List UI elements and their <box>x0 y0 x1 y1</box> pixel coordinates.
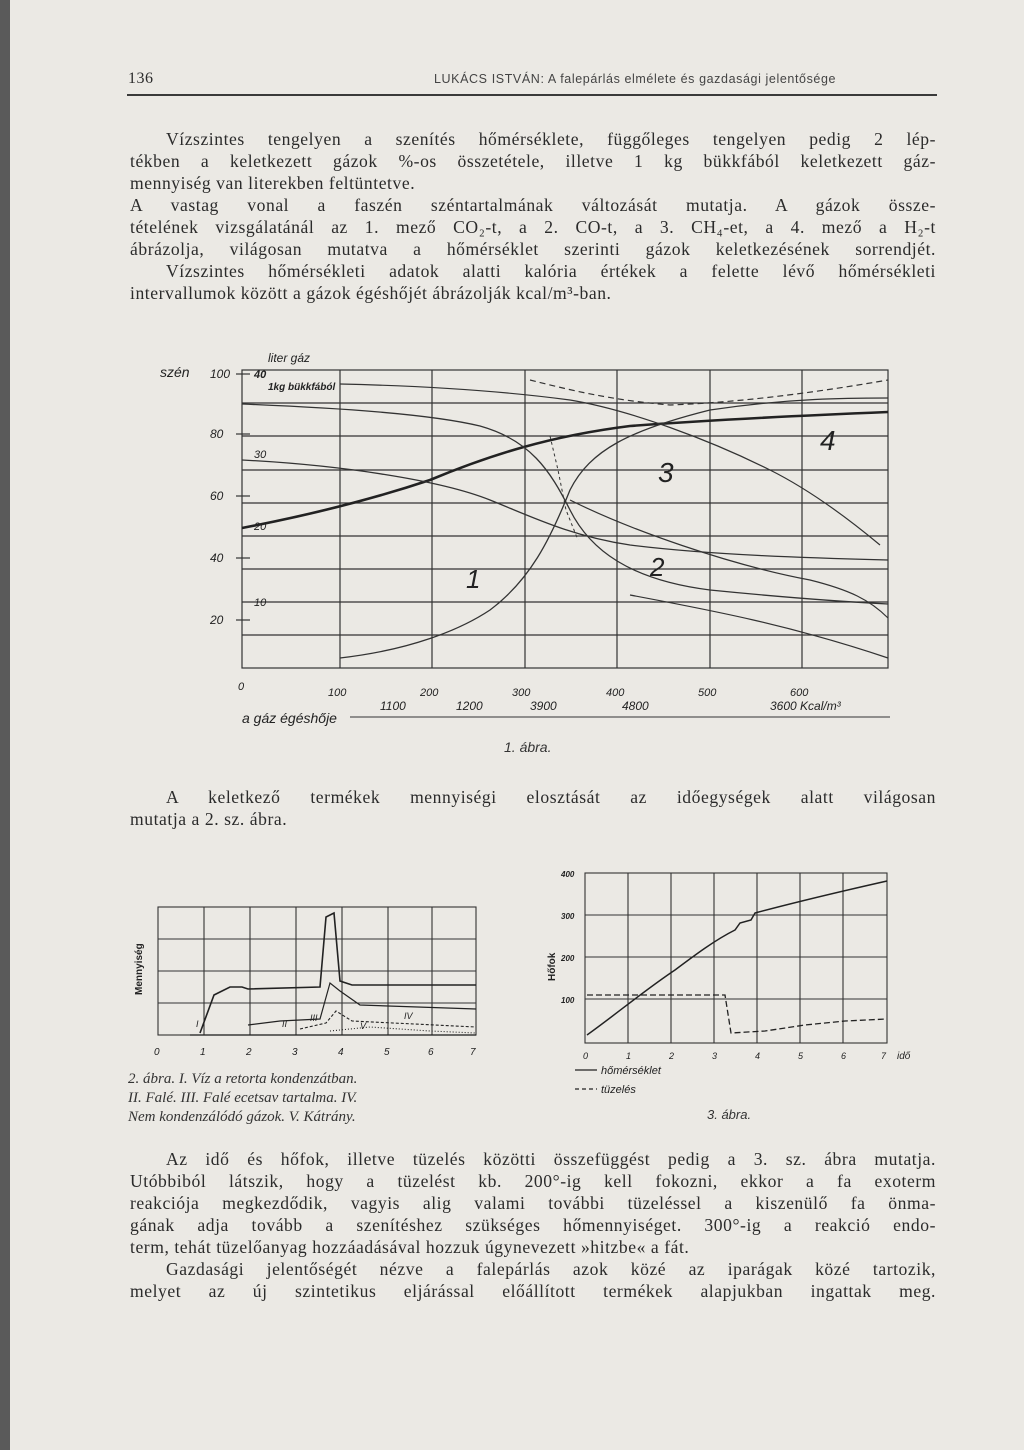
curve-label: IV <box>404 1011 413 1021</box>
x-tick: 5 <box>798 1051 804 1061</box>
temperature-curve <box>587 881 887 1035</box>
middle-paragraph <box>130 786 936 830</box>
legend-firing: tüzelés <box>601 1084 636 1096</box>
field-number-4: 4 <box>820 425 836 456</box>
text-line: Vízszintes hőmérsékleti adatok alatti kalória értékek a felette lévő hőmérsékleti <box>166 261 936 281</box>
grid-frame <box>585 873 887 1043</box>
text-line: Az idő és hőfok, illetve tüzelés közötti összefüggést pedig a 3. sz. ábra mutatja. <box>166 1149 936 1169</box>
left-tick: 60 <box>210 489 224 503</box>
figure-1-caption: 1. ábra. <box>504 739 552 755</box>
gas-curve-3 <box>340 398 888 658</box>
calorie-value: 1100 <box>380 699 406 713</box>
text-line: A vastag vonal a faszén széntartalmának változását mutatja. A gázok össze- <box>130 195 936 215</box>
calorie-value: 3600 Kcal/m³ <box>770 699 841 713</box>
liter-tick: 30 <box>254 449 267 461</box>
x-tick: 600 <box>790 687 809 699</box>
text-line: Utóbbiból látszik, hogy a tüzelést kb. 200°-ig kell fokozni, ekkor a fa exoterm <box>130 1171 936 1191</box>
gas-curve-4 <box>340 384 880 545</box>
text-line: gának adja tovább a szenítéshez szükséges hőmennyiséget. 300°-ig a reakció endo- <box>130 1215 936 1235</box>
x-tick: 0 <box>154 1047 160 1058</box>
x-tick: 100 <box>328 687 347 699</box>
label-gaz-egeshoje: a gáz égéshője <box>242 710 337 726</box>
figure-2-caption <box>128 1070 357 1127</box>
y-label: Hőfok <box>547 952 558 981</box>
text-line: A keletkező termékek mennyiségi elosztását az időegységek alatt világosan <box>166 787 936 807</box>
curve-label: III <box>310 1013 318 1023</box>
text-line: mennyiség van literekben feltüntetve. <box>130 173 416 193</box>
x-tick: 2 <box>246 1047 252 1058</box>
figure-2-chart <box>130 895 490 1075</box>
field-number-1: 1 <box>466 564 481 594</box>
caption-line: 2. ábra. I. Víz a retorta kondenzátban. <box>128 1071 358 1087</box>
text-line: Vízszintes tengelyen a szenítés hőmérséklete, függőleges tengelyen pedig 2 lép- <box>166 129 936 149</box>
text-line: term, tehát tüzelőanyag hozzáadásával hozzuk úgynevezett »hitzbe« a fát. <box>130 1237 690 1257</box>
x-tick: 500 <box>698 687 717 699</box>
gas-curve-6 <box>630 595 888 658</box>
x-tick: 1 <box>626 1051 632 1061</box>
header-rule <box>127 94 937 96</box>
closing-paragraph <box>130 1148 936 1302</box>
text-line: mutatja a 2. sz. ábra. <box>130 809 288 829</box>
text-line: reakciója megkezdődik, vagyis alig valami további tüzeléssel a kiszenülő fa önma- <box>130 1193 936 1213</box>
x-tick: 300 <box>512 687 531 699</box>
field-divider <box>550 436 578 540</box>
grid-frame <box>242 370 888 668</box>
curve-I <box>200 913 476 1033</box>
curve-label: V <box>360 1021 367 1031</box>
legend-temperature: hőmérséklet <box>601 1065 661 1077</box>
x-tick: 5 <box>384 1047 390 1058</box>
x-tick: 7 <box>881 1051 887 1061</box>
x-tick: 6 <box>428 1047 434 1058</box>
label-1kg-bukkfabol: 1kg bükkfából <box>268 382 336 393</box>
label-szen: szén <box>160 364 190 380</box>
calorie-value: 4800 <box>622 699 649 713</box>
text-line: Gazdasági jelentőségét nézve a falepárlás azok közé az iparágak közé tartozik, <box>166 1259 936 1279</box>
gas-curve-1 <box>242 404 888 604</box>
left-tick: 20 <box>210 613 224 627</box>
y-tick: 100 <box>561 996 575 1005</box>
curve-label: I <box>196 1019 199 1029</box>
y-label: Mennyiség <box>134 943 145 995</box>
text-line: intervallumok között a gázok égéshőjét ábrázolják kcal/m³-ban. <box>130 283 612 303</box>
running-title: LUKÁCS ISTVÁN: A falepárlás elmélete és gazdasági jelentősége <box>434 72 837 86</box>
x-tick: 2 <box>669 1051 675 1061</box>
x-tick: 6 <box>841 1051 847 1061</box>
page-number: 136 <box>128 70 154 87</box>
book-page <box>10 0 1024 1450</box>
field-number-2: 2 <box>650 552 665 582</box>
x-tick: 400 <box>606 687 625 699</box>
caption-line: II. Falé. III. Falé ecetsav tartalma. IV. <box>128 1090 358 1106</box>
x-tick: 4 <box>338 1047 344 1058</box>
x-tick: 200 <box>420 687 439 699</box>
x-tick: 1 <box>200 1047 206 1058</box>
figure-1-chart <box>10 340 1024 760</box>
x-tick: 0 <box>238 681 245 693</box>
text-line: tékben a keletkezett gázok %-os összetétele, illetve 1 kg bükkfából keletkezett gáz- <box>130 151 936 171</box>
gas-curve-2 <box>242 460 888 560</box>
liter-tick: 20 <box>254 521 267 533</box>
text-line: melyet az új szintetikus eljárással előállított termékek alapjukban ingattak meg. <box>130 1281 936 1301</box>
x-tick: 0 <box>583 1051 589 1061</box>
curve-label: II <box>282 1019 288 1029</box>
x-unit: idő <box>897 1051 911 1062</box>
liter-tick: 40 <box>254 369 267 381</box>
field-number-3: 3 <box>658 457 674 488</box>
label-liter-gaz: liter gáz <box>268 351 311 365</box>
left-tick: 80 <box>210 427 224 441</box>
intro-paragraph <box>130 128 936 304</box>
caption-line: Nem kondenzálódó gázok. V. Kátrány. <box>128 1109 356 1125</box>
calorie-value: 3900 <box>530 699 557 713</box>
x-tick: 4 <box>755 1051 761 1061</box>
gas-curve-dashed <box>530 380 888 405</box>
figure-3-caption: 3. ábra. <box>707 1107 752 1122</box>
y-tick: 200 <box>561 954 575 963</box>
curve-IV <box>330 1027 476 1033</box>
x-tick: 3 <box>292 1047 298 1058</box>
y-tick: 300 <box>561 912 575 921</box>
x-tick: 7 <box>470 1047 476 1058</box>
text-line: tételének vizsgálatánál az 1. mező CO₂-t, a 2. CO-t, a 3. CH₄-et, a 4. mező a H₂-t <box>130 217 936 237</box>
liter-tick: 10 <box>254 597 267 609</box>
left-tick: 100 <box>210 367 231 381</box>
calorie-value: 1200 <box>456 699 483 713</box>
x-tick: 3 <box>712 1051 718 1061</box>
text-line: ábrázolja, világosan mutatva a hőmérséklet szerinti gázok keletkezésének sorrendjét. <box>130 239 936 259</box>
figure-3-chart <box>525 865 925 1135</box>
left-tick: 40 <box>210 551 224 565</box>
y-tick: 400 <box>561 870 575 879</box>
